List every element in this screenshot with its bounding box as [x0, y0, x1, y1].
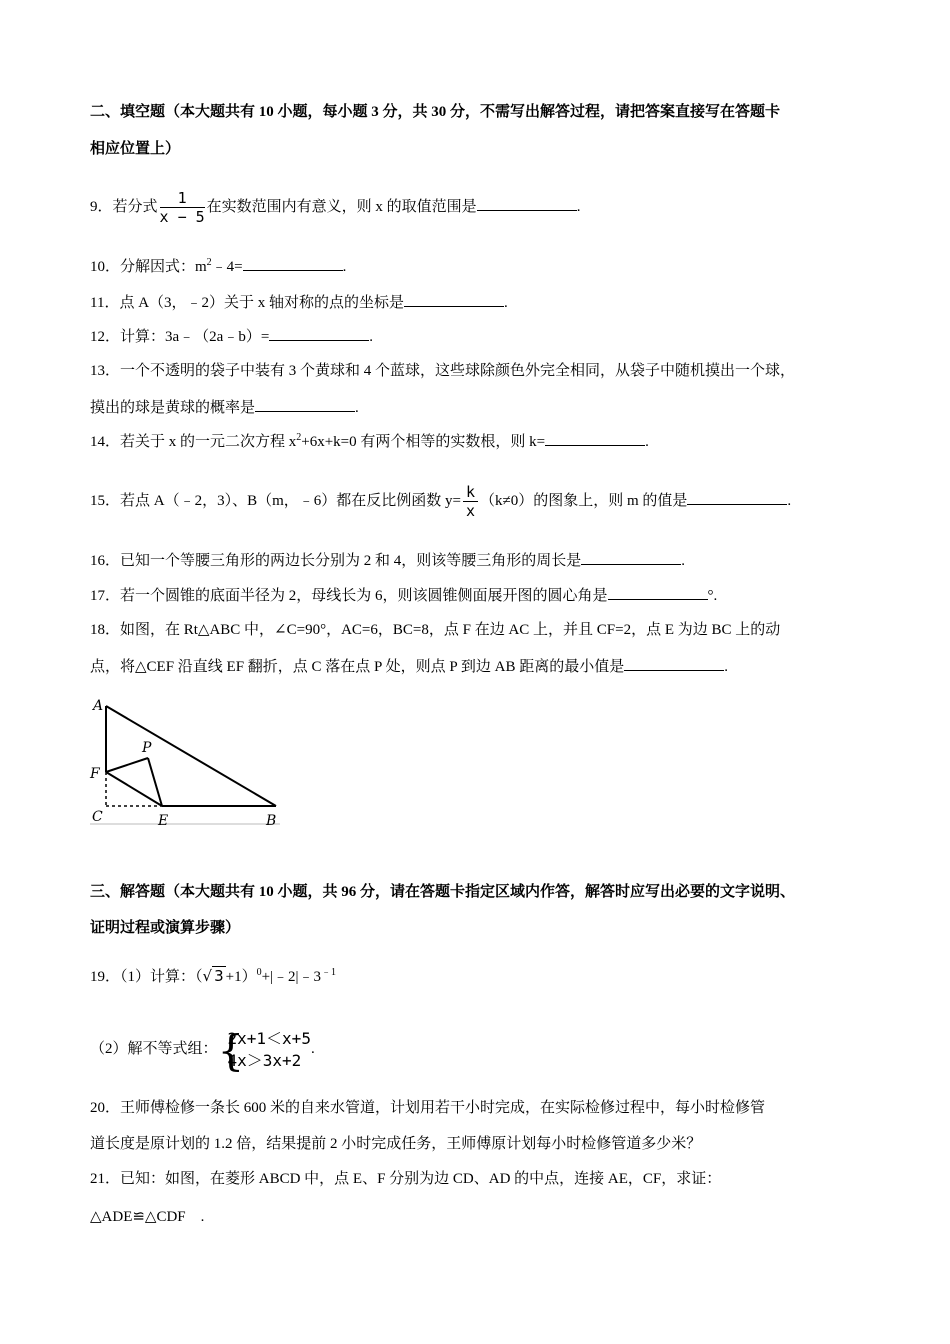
q9-denominator: x − 5 [159, 208, 205, 227]
section2-title-line2: 相应位置上） [90, 141, 181, 157]
q18-end: . [724, 659, 728, 675]
q16-answer-blank[interactable] [581, 550, 681, 565]
q12-text: 12．计算：3a﹣（2a﹣b）= [90, 329, 270, 345]
q17-answer-blank[interactable] [608, 585, 708, 600]
q19-part2-prefix: （2）解不等式组： [90, 1041, 218, 1057]
question-12 [90, 326, 373, 347]
q14-superscript: 2 [296, 432, 302, 443]
q14-answer-blank[interactable] [545, 431, 645, 446]
question-21-line1: 21．已知：如图，在菱形 ABCD 中，点 E、F 分别为边 CD、AD 的中点，连接 AE，CF，求证： [90, 1171, 722, 1187]
q13-end: . [355, 400, 359, 416]
question-11 [90, 292, 508, 313]
question-13-line2 [90, 397, 359, 418]
q11-end: . [504, 295, 508, 311]
q19-inequality-system [217, 1025, 311, 1075]
q9-answer-blank[interactable] [477, 196, 577, 211]
q10-suffix: ﹣4= [211, 259, 243, 275]
q15-prefix: 15．若点 A（﹣2，3）、B（m，﹣6）都在反比例函数 y= [90, 493, 461, 509]
q19-part1-prefix: 19．（1）计算：（ [90, 969, 203, 985]
q15-end: . [787, 493, 792, 509]
question-15 [90, 482, 791, 520]
q10-end: . [342, 259, 347, 275]
q16-text: 16．已知一个等腰三角形的两边长分别为 2 和 4，则该等腰三角形的周长是 [90, 553, 582, 569]
question-19-part2 [90, 1024, 315, 1074]
question-20-line2: 道长度是原计划的 1.2 倍，结果提前 2 小时完成任务，王师傅原计划每小时检修管道多少米？ [90, 1136, 702, 1152]
q15-fraction [463, 483, 478, 520]
segment-FP [106, 758, 148, 772]
q12-end: . [369, 329, 374, 345]
q19-sqrt-radicand: 3 [214, 967, 224, 985]
label-F: F [90, 766, 100, 782]
q17-end: °. [707, 588, 718, 604]
segment-AB [106, 706, 276, 806]
label-A: A [93, 698, 104, 714]
q15-numerator: k [463, 483, 478, 502]
q17-text: 17．若一个圆锥的底面半径为 2，母线长为 6，则该圆锥侧面展开图的圆心角是 [90, 588, 608, 604]
section3-title-line1: 三、解答题（本大题共有 10 小题，共 96 分，请在答题卡指定区域内作答，解答时应写出必要的文字说明、 [90, 884, 796, 900]
q9-end: . [576, 199, 581, 215]
label-B: B [266, 813, 277, 829]
q9-numerator: 1 [160, 189, 205, 208]
q19-sqrt: √ 3 [202, 967, 224, 985]
section3-title-line2: 证明过程或演算步骤） [90, 920, 241, 936]
q9-suffix: 在实数范围内有意义，则 x 的取值范围是 [206, 199, 477, 215]
question-19-part1 [90, 964, 336, 989]
question-14 [90, 431, 649, 452]
q10-superscript: 2 [206, 257, 212, 268]
q11-answer-blank[interactable] [404, 292, 504, 307]
question-21-line2 [90, 1207, 204, 1227]
q19-part2-end: . [310, 1041, 315, 1057]
q14-prefix: 14．若关于 x 的一元二次方程 x [90, 434, 297, 450]
q16-end: . [681, 553, 686, 569]
q19-exponent-zero: 0 [256, 967, 262, 978]
label-P: P [142, 740, 152, 756]
q13-line2-text: 摸出的球是黄球的概率是 [90, 400, 256, 416]
q18-triangle-figure [88, 694, 288, 830]
q9-fraction [160, 189, 205, 226]
question-13-line1: 13．一个不透明的袋子中装有 3 个黄球和 4 个蓝球，这些球除颜色外完全相同，从袋子中随机摸出一个球， [90, 363, 796, 379]
q10-answer-blank[interactable] [243, 256, 343, 271]
q10-prefix: 10．分解因式：m [90, 259, 207, 275]
q14-end: . [645, 434, 649, 450]
question-16 [90, 550, 685, 571]
q19-inequality-2: 4x＞3x+2 [227, 1050, 302, 1070]
q15-answer-blank[interactable] [687, 490, 787, 505]
q13-answer-blank[interactable] [255, 397, 355, 412]
q21-statement: △ADE≌△CDF [90, 1209, 186, 1225]
q9-prefix: 9．若分式 [90, 199, 158, 215]
q21-end: . [200, 1209, 205, 1225]
section2-title-line1: 二、填空题（本大题共有 10 小题，每小题 3 分，共 30 分，不需写出解答过程，请把答案直接写在答题卡 [90, 104, 781, 120]
q18-line2-text: 点，将△CEF 沿直线 EF 翻折，点 C 落在点 P 处，则点 P 到边 AB 距离的最小值是 [90, 659, 625, 675]
label-E: E [158, 813, 169, 829]
q19-exponent-neg1: ﹣1 [321, 967, 337, 978]
question-9 [90, 188, 580, 226]
question-18-line1: 18．如图，在 Rt△ABC 中，∠C=90°，AC=6，BC=8，点 F 在边 AC 上，并且 CF=2，点 E 为边 BC 上的动 [90, 622, 781, 638]
question-17 [90, 585, 717, 606]
q19-part1-suffix: +|﹣2|﹣3 [261, 969, 322, 985]
q19-part1-mid: +1） [225, 969, 257, 985]
q19-brace: { [217, 1025, 245, 1075]
q12-answer-blank[interactable] [269, 326, 369, 341]
q14-suffix: +6x+k=0 有两个相等的实数根，则 k= [301, 434, 546, 450]
question-20-line1: 20．王师傅检修一条长 600 米的自来水管道，计划用若干小时完成，在实际检修过程中，每小时检修管 [90, 1100, 766, 1116]
question-10 [90, 256, 346, 277]
q15-suffix: （k≠0）的图象上，则 m 的值是 [480, 493, 688, 509]
question-18-line2 [90, 656, 728, 677]
q11-text: 11．点 A（3，﹣2）关于 x 轴对称的点的坐标是 [90, 295, 405, 311]
q18-answer-blank[interactable] [624, 656, 724, 671]
label-C: C [92, 809, 103, 825]
q19-inequality-1: 2x+1＜x+5 [227, 1028, 311, 1048]
q15-denominator: x [465, 502, 475, 521]
